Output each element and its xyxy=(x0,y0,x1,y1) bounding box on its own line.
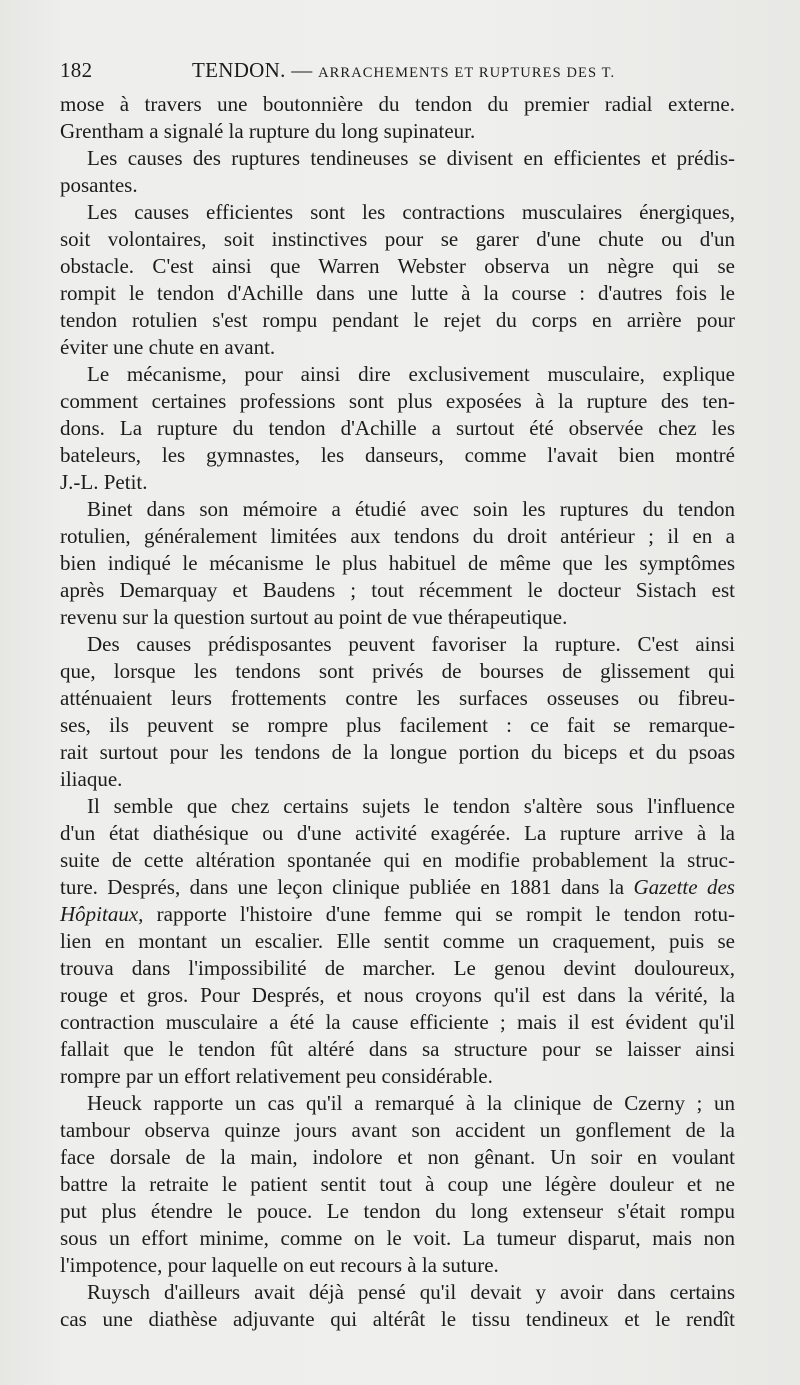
text-line: bien indiqué le mécanisme le plus habituel de même que les symptômes xyxy=(60,551,735,575)
text-line: rait surtout pour les tendons de la longue portion du biceps et du psoas xyxy=(60,740,735,764)
text-line: rotulien, généralement limitées aux tendons du droit antérieur ; il en a xyxy=(60,524,735,548)
text-line: obstacle. C'est ainsi que Warren Webster observa un nègre qui se xyxy=(60,254,735,278)
text-line: Des causes prédisposantes peuvent favoriser la rupture. C'est ainsi xyxy=(87,632,735,656)
text-line: cas une diathèse adjuvante qui altérât le tissu tendineux et le rendît xyxy=(60,1307,735,1331)
text-line: Les causes des ruptures tendineuses se divisent en efficientes et prédis- xyxy=(87,146,735,170)
text-line: rouge et gros. Pour Després, et nous croyons qu'il est dans la vérité, la xyxy=(60,983,735,1007)
text-segment: rapporte l'histoire d'une femme qui se rompit le tendon rotu- xyxy=(143,902,735,926)
text-line: comment certaines professions sont plus exposées à la rupture des ten- xyxy=(60,389,735,413)
text-line: l'impotence, pour laquelle on eut recours à la suture. xyxy=(60,1253,499,1277)
text-line: tendon rotulien s'est rompu pendant le rejet du corps en arrière pour xyxy=(60,308,735,332)
text-line xyxy=(60,901,735,928)
text-line: bateleurs, les gymnastes, les danseurs, comme l'avait bien montré xyxy=(60,443,735,467)
text-line: lien en montant un escalier. Elle sentit comme un craquement, puis se xyxy=(60,929,735,953)
text-line: éviter une chute en avant. xyxy=(60,335,276,359)
text-line: d'un état diathésique ou d'une activité exagérée. La rupture arrive à la xyxy=(60,821,735,845)
text-line: soit volontaires, soit instinctives pour se garer d'une chute ou d'un xyxy=(60,227,735,251)
text-line: face dorsale de la main, indolore et non gênant. Un soir en voulant xyxy=(60,1145,735,1169)
text-line: tambour observa quinze jours avant son accident un gonflement de la xyxy=(60,1118,735,1142)
text-line: Ruysch d'ailleurs avait déjà pensé qu'il devait y avoir dans certains xyxy=(87,1280,735,1304)
text-line: revenu sur la question surtout au point de vue thérapeutique. xyxy=(60,605,568,629)
text-line: J.-L. Petit. xyxy=(60,470,148,494)
text-line: iliaque. xyxy=(60,767,123,791)
journal-title-continued: Hôpitaux, xyxy=(60,902,144,926)
text-line: mose à travers une boutonnière du tendon du premier radial externe. xyxy=(60,92,735,116)
text-line: rompit le tendon d'Achille dans une lutte à la course : d'autres fois le xyxy=(60,281,735,305)
text-line: posantes. xyxy=(60,173,138,197)
text-line: Binet dans son mémoire a étudié avec soin les ruptures du tendon xyxy=(87,497,735,521)
text-line: Il semble que chez certains sujets le tendon s'altère sous l'influence xyxy=(87,794,735,818)
text-line: battre la retraite le patient sentit tout à coup une légère douleur et ne xyxy=(60,1172,735,1196)
text-segment: ture. Després, dans une leçon clinique publiée en 1881 dans la xyxy=(60,875,634,899)
journal-title: Gazette des xyxy=(633,875,735,899)
text-line: après Demarquay et Baudens ; tout récemment le docteur Sistach est xyxy=(60,578,735,602)
text-line: rompre par un effort relativement peu considérable. xyxy=(60,1064,493,1088)
text-line: Heuck rapporte un cas qu'il a remarqué à la clinique de Czerny ; un xyxy=(87,1091,735,1115)
text-line: dons. La rupture du tendon d'Achille a surtout été observée chez les xyxy=(60,416,735,440)
page-number: 182 xyxy=(60,58,93,82)
text-line: sous un effort minime, comme on le voit. La tumeur disparut, mais non xyxy=(60,1226,735,1250)
running-title-subtitle: ARRACHEMENTS ET RUPTURES DES T. xyxy=(318,65,616,81)
text-line: put plus étendre le pouce. Le tendon du long extenseur s'était rompu xyxy=(60,1199,735,1223)
text-line: ses, ils peuvent se rompre plus facilement : ce fait se remarque- xyxy=(60,713,735,737)
text-line: Les causes efficientes sont les contractions musculaires énergiques, xyxy=(87,200,735,224)
text-line: fallait que le tendon fût altéré dans sa structure pour se laisser ainsi xyxy=(60,1037,735,1061)
text-line xyxy=(60,874,735,901)
text-line: que, lorsque les tendons sont privés de bourses de glissement qui xyxy=(60,659,735,683)
text-line: trouva dans l'impossibilité de marcher. Le genou devint douloureux, xyxy=(60,956,735,980)
text-line: contraction musculaire a été la cause efficiente ; mais il est évident qu'il xyxy=(60,1010,735,1034)
text-line: Le mécanisme, pour ainsi dire exclusivement musculaire, explique xyxy=(87,362,735,386)
text-line: atténuaient leurs frottements contre les surfaces osseuses ou fibreu- xyxy=(60,686,735,710)
text-line: Grentham a signalé la rupture du long supinateur. xyxy=(60,119,476,143)
running-title-main: TENDON. — xyxy=(192,58,313,82)
text-line: suite de cette altération spontanée qui en modifie probablement la struc- xyxy=(60,848,735,872)
